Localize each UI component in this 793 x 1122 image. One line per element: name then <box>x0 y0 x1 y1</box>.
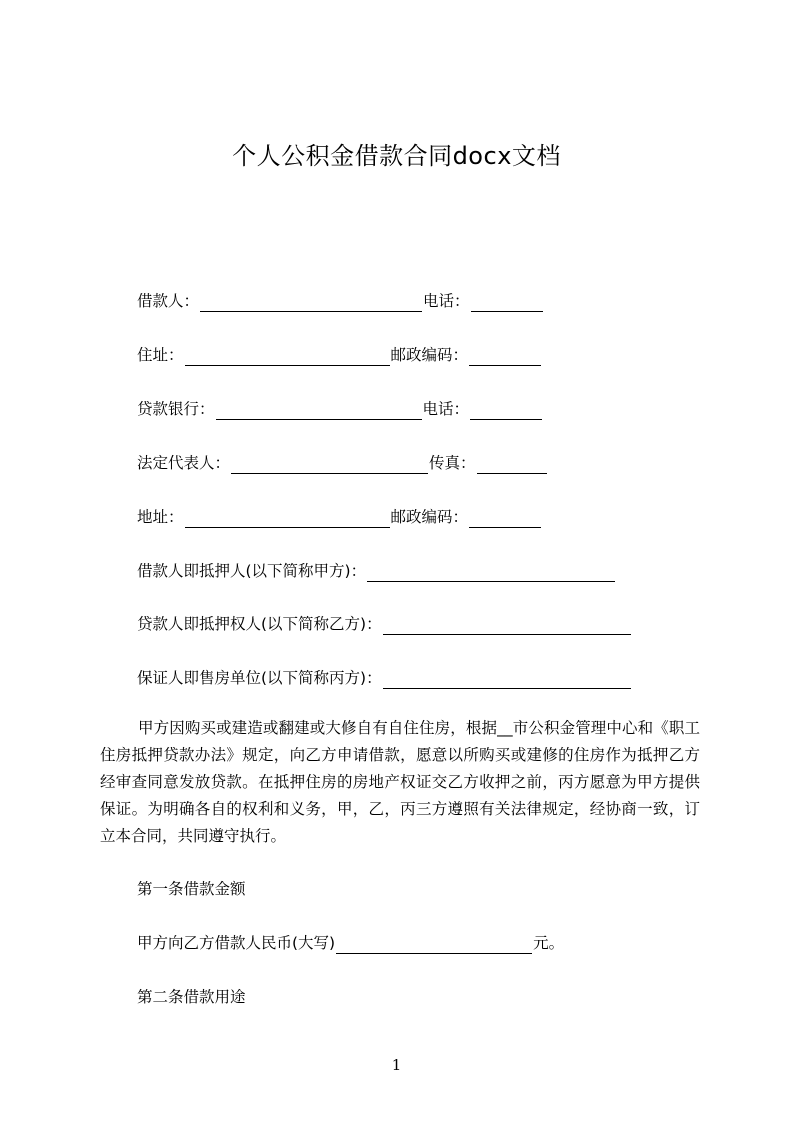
borrower-blank[interactable] <box>200 294 422 312</box>
amount-prefix: 甲方向乙方借款人民币(大写) <box>137 934 336 952</box>
bank-address-field-row <box>137 506 542 528</box>
lending-bank-blank[interactable] <box>216 402 422 420</box>
party-b-blank[interactable] <box>383 617 631 635</box>
bank-address-blank[interactable] <box>185 510 390 528</box>
postcode-label: 邮政编码： <box>390 346 469 364</box>
bank-phone-blank[interactable] <box>470 402 542 420</box>
party-c-label: 保证人即售房单位(以下简称丙方)： <box>137 669 382 687</box>
fax-blank[interactable] <box>477 456 547 474</box>
bank-phone-label: 电话： <box>422 400 470 418</box>
phone-label: 电话： <box>423 292 470 310</box>
lending-bank-label: 贷款银行： <box>137 400 215 418</box>
page-number: 1 <box>391 1056 402 1074</box>
amount-suffix: 元。 <box>533 934 565 952</box>
amount-blank[interactable] <box>336 936 532 954</box>
party-c-field-row <box>137 667 632 689</box>
party-a-field-row <box>137 560 616 582</box>
party-a-label: 借款人即抵押人(以下简称甲方)： <box>137 562 367 580</box>
fax-label: 传真： <box>429 454 476 472</box>
party-b-field-row <box>137 613 632 635</box>
article-1-heading: 第一条借款金额 <box>137 880 246 898</box>
party-b-label: 贷款人即抵押权人(以下简称乙方)： <box>137 615 382 633</box>
address-blank[interactable] <box>185 348 390 366</box>
intro-paragraph: 甲方因购买或建造或翻建或大修自有自住住房，根据__市公积金管理中心和《职工住房抵押贷款办法》规定，向乙方申请借款，愿意以所购买或建修的住房作为抵押乙方经审查同意发放贷款。在抵押住房的房地产权证交乙方收押之前，丙方愿意为甲方提供保证。为明确各自的权利和义务，甲，乙，丙三方遵照有关法律规定，经协商一致，订立本合同，共同遵守执行。 <box>100 719 700 845</box>
party-c-blank[interactable] <box>383 671 631 689</box>
document-title: 个人公积金借款合同docx文档 <box>232 142 561 170</box>
lending-bank-field-row <box>137 398 543 420</box>
borrower-field-row <box>137 290 544 312</box>
legal-rep-blank[interactable] <box>231 456 428 474</box>
bank-postcode-label: 邮政编码： <box>390 508 469 526</box>
bank-address-label: 地址： <box>137 508 184 526</box>
party-a-blank[interactable] <box>367 564 615 582</box>
borrower-label: 借款人： <box>137 292 200 310</box>
legal-rep-field-row <box>137 452 548 474</box>
article-2-heading: 第二条借款用途 <box>137 988 246 1006</box>
phone-blank[interactable] <box>471 294 543 312</box>
amount-line <box>137 932 564 954</box>
postcode-blank[interactable] <box>469 348 541 366</box>
bank-postcode-blank[interactable] <box>469 510 541 528</box>
legal-rep-label: 法定代表人： <box>137 454 231 472</box>
address-label: 住址： <box>137 346 184 364</box>
address-field-row <box>137 344 542 366</box>
